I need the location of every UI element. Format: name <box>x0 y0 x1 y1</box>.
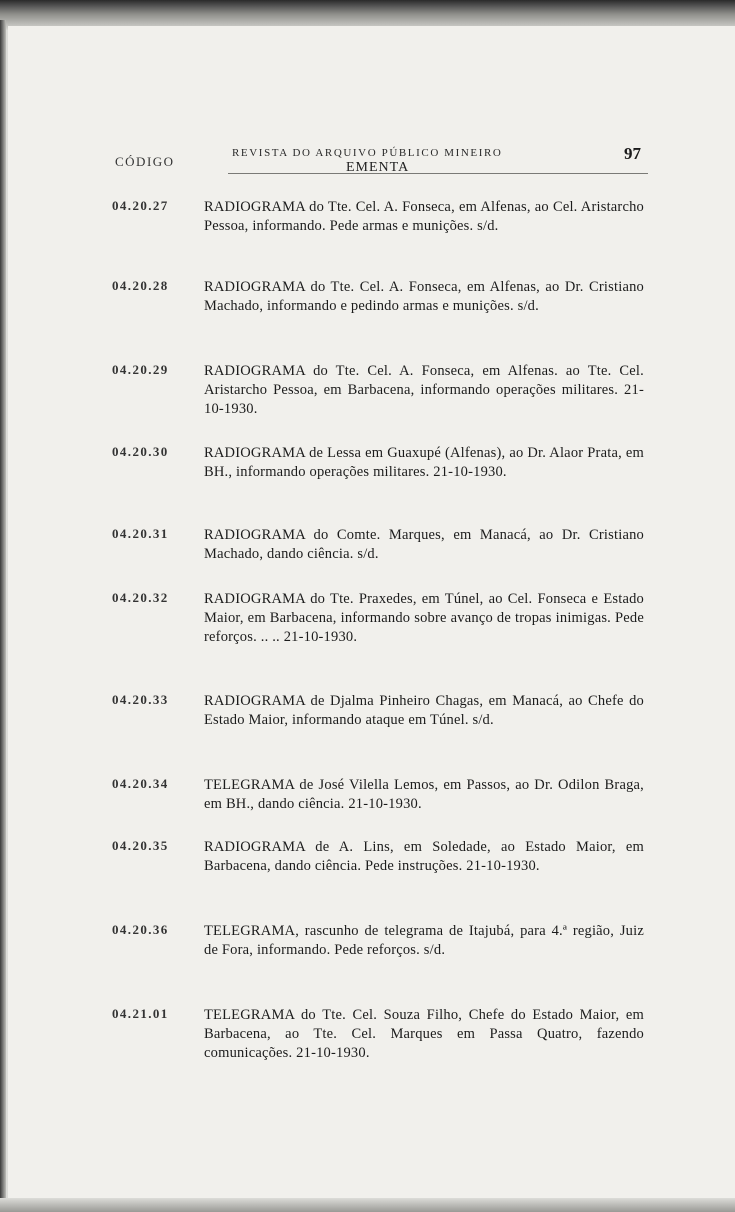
entry-code: 04.20.30 <box>112 444 169 459</box>
entry-code: 04.20.31 <box>112 526 169 541</box>
column-header-codigo: CÓDIGO <box>115 154 175 169</box>
entry-text: RADIOGRAMA do Tte. Cel. A. Fonseca, em Alfenas. ao Tte. Cel. Aristarcho Pessoa, em Barbacena, informando operações militares. 21-10-1930. <box>204 363 644 417</box>
entry-code: 04.20.29 <box>112 362 169 377</box>
entry-code: 04.20.34 <box>112 776 169 791</box>
entry-code: 04.20.36 <box>112 922 169 937</box>
entry-code: 04.20.33 <box>112 692 169 707</box>
scan-bottom-edge <box>0 1198 735 1212</box>
header-rule <box>228 173 648 174</box>
entry-text: TELEGRAMA do Tte. Cel. Souza Filho, Chefe do Estado Maior, em Barbacena, ao Tte. Cel. Marques em Passa Quatro, fazendo comunicações. 21-10-1930. <box>204 1007 644 1061</box>
entry-text: RADIOGRAMA do Tte. Cel. A. Fonseca, em Alfenas, ao Dr. Cristiano Machado, informando e pedindo armas e munições. s/d. <box>204 279 644 314</box>
entry-code: 04.20.35 <box>112 838 169 853</box>
entry-text: RADIOGRAMA de Djalma Pinheiro Chagas, em Manacá, ao Chefe do Estado Maior, informando ataque em Túnel. s/d. <box>204 693 644 728</box>
column-header-ementa: EMENTA <box>346 160 410 175</box>
entry-text: RADIOGRAMA do Comte. Marques, em Manacá, ao Dr. Cristiano Machado, dando ciência. s/d. <box>204 527 644 562</box>
entry-text: RADIOGRAMA do Tte. Cel. A. Fonseca, em Alfenas, ao Cel. Aristarcho Pessoa, informando. Pede armas e munições. s/d. <box>204 199 644 234</box>
entry-code: 04.21.01 <box>112 1006 169 1021</box>
entry-text: RADIOGRAMA de A. Lins, em Soledade, ao Estado Maior, em Barbacena, dando ciência. Pede instruções. 21-10-1930. <box>204 839 644 874</box>
entry-text: RADIOGRAMA de Lessa em Guaxupé (Alfenas), ao Dr. Alaor Prata, em BH., informando operações militares. 21-10-1930. <box>204 445 644 480</box>
entry-text: RADIOGRAMA do Tte. Praxedes, em Túnel, ao Cel. Fonseca e Estado Maior, em Barbacena, informando sobre avanço de tropas inimigas. Pede reforços. .. .. 21-10-1930. <box>204 591 644 645</box>
page-number: 97 <box>624 144 641 163</box>
entry-text: TELEGRAMA de José Vilella Lemos, em Passos, ao Dr. Odilon Braga, em BH., dando ciência. 21-10-1930. <box>204 777 644 812</box>
entry-code: 04.20.27 <box>112 198 169 213</box>
entry-code: 04.20.32 <box>112 590 169 605</box>
entry-code: 04.20.28 <box>112 278 169 293</box>
entry-text: TELEGRAMA, rascunho de telegrama de Itajubá, para 4.ª região, Juiz de Fora, informando. Pede reforços. s/d. <box>204 923 644 958</box>
scan-left-edge <box>0 20 6 1212</box>
journal-title: REVISTA DO ARQUIVO PÚBLICO MINEIRO <box>232 147 503 159</box>
document-page <box>8 26 735 1198</box>
